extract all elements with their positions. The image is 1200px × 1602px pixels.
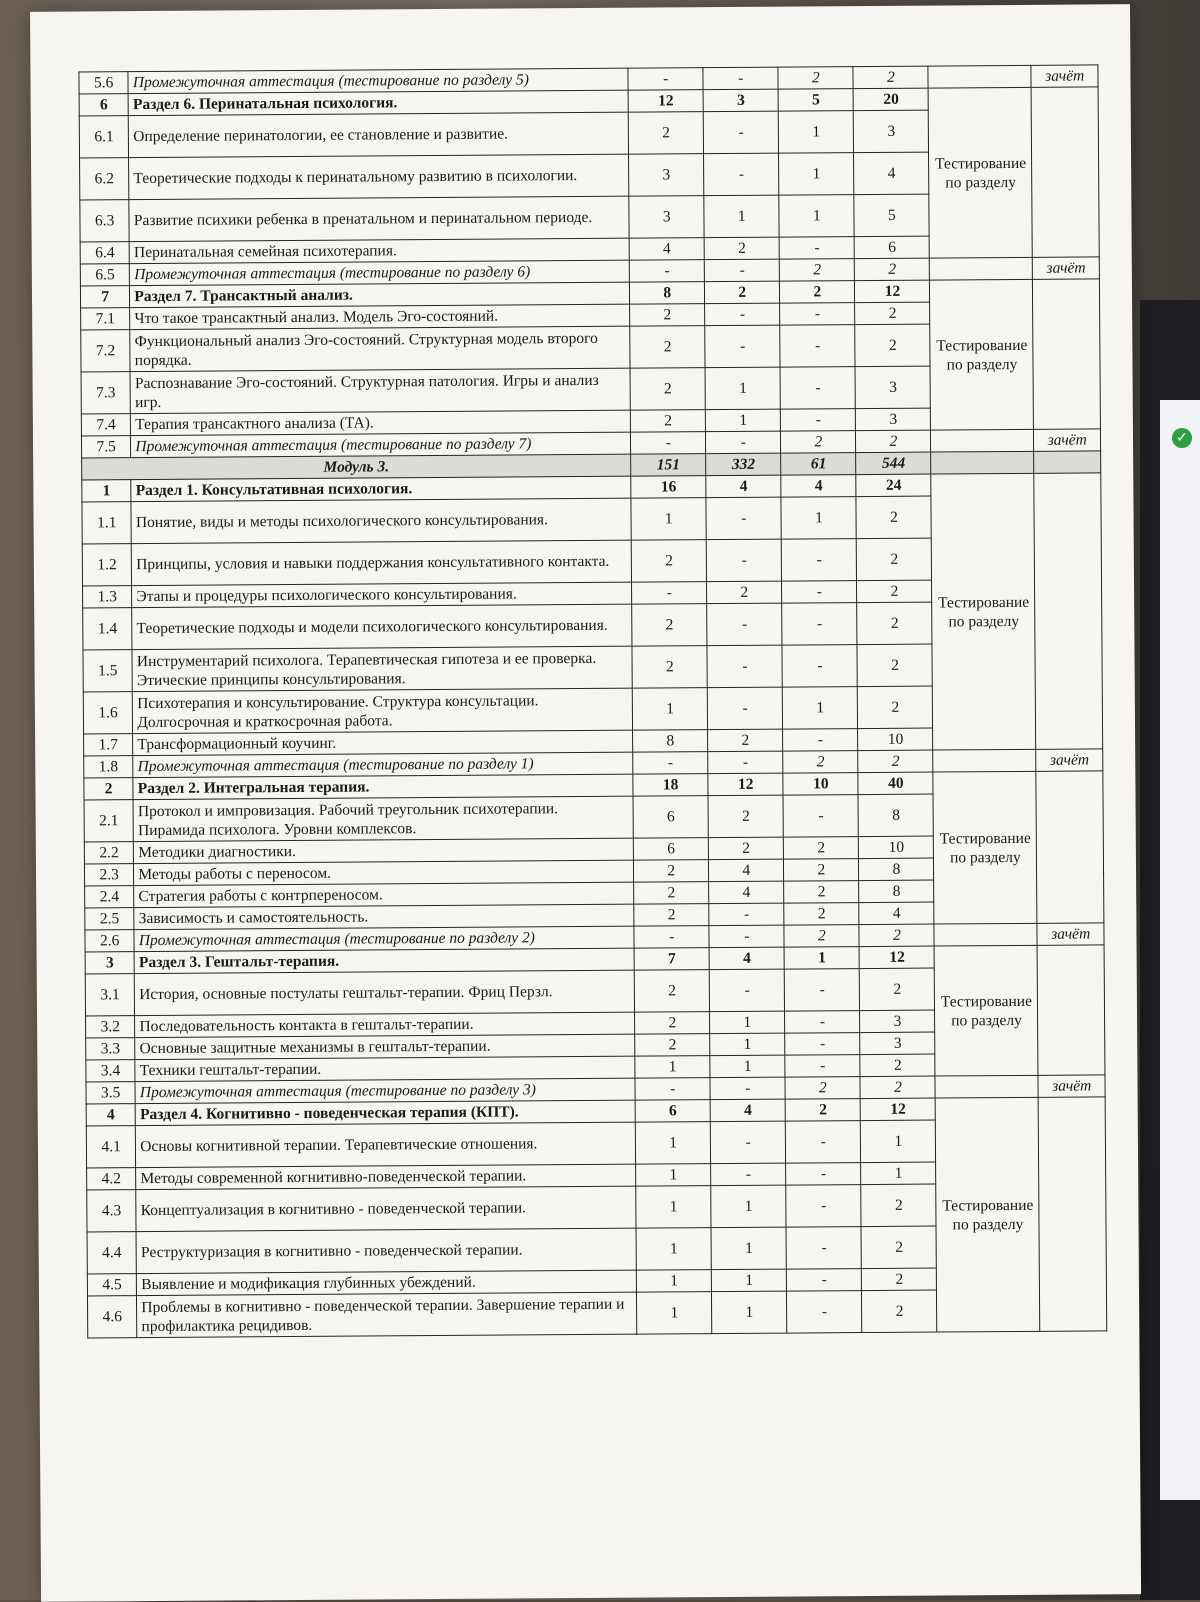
- row-title: Этапы и процедуры психологического консультирования.: [132, 582, 632, 607]
- hours-cell: 2: [784, 903, 859, 926]
- hours-cell: -: [786, 1185, 861, 1228]
- row-number: 3.3: [86, 1038, 135, 1060]
- row-title: Раздел 4. Когнитивно - поведенческая терапия (КПТ).: [135, 1100, 635, 1125]
- hours-cell: 2: [780, 259, 855, 282]
- hours-cell: 1: [631, 498, 706, 541]
- hours-cell: 6: [635, 1100, 710, 1123]
- row-number: 4.1: [86, 1126, 136, 1168]
- table-body: [79, 65, 1107, 1338]
- row-number: 3.1: [85, 974, 135, 1016]
- row-title: Раздел 7. Трансактный анализ.: [130, 282, 630, 307]
- credit-mark: зачёт: [1031, 65, 1098, 87]
- row-number: 1.4: [83, 608, 133, 650]
- hours-cell: -: [706, 539, 781, 582]
- hours-cell: 4: [709, 881, 784, 904]
- hours-cell: 18: [633, 774, 708, 797]
- hours-cell: 2: [634, 860, 709, 883]
- credit-empty: [1038, 945, 1105, 1075]
- monitor-screen: [1160, 400, 1200, 1500]
- hours-cell: 2: [630, 304, 705, 327]
- hours-cell: 12: [861, 1098, 936, 1121]
- hours-cell: 2: [628, 112, 703, 155]
- hours-cell: 1: [779, 195, 854, 238]
- hours-cell: -: [780, 367, 855, 410]
- control-empty: [935, 1075, 1038, 1098]
- hours-cell: 4: [709, 947, 784, 970]
- row-title: Основы когнитивной терапии. Терапевтические отношения.: [136, 1122, 636, 1167]
- row-number: 2.1: [84, 800, 134, 842]
- row-number: 2.5: [85, 908, 134, 930]
- row-number: 3: [85, 952, 134, 974]
- row-number: 4.5: [87, 1274, 136, 1296]
- hours-cell: 2: [785, 1099, 860, 1122]
- hours-cell: 2: [634, 882, 709, 905]
- credit-mark: зачёт: [1036, 749, 1103, 771]
- hours-cell: 2: [860, 1076, 935, 1099]
- hours-cell: 2: [780, 281, 855, 304]
- row-number: 1.3: [83, 586, 132, 608]
- row-title: Раздел 1. Консультативная психология.: [131, 476, 631, 501]
- row-title: Проблемы в когнитивно - поведенческой терапии. Завершение терапии и профилактика рецидивов.: [137, 1292, 637, 1337]
- control-empty: [933, 749, 1036, 772]
- hours-cell: 3: [860, 1010, 935, 1033]
- hours-cell: 2: [705, 281, 780, 304]
- hours-cell: 2: [784, 859, 859, 882]
- hours-cell: -: [711, 1121, 786, 1164]
- row-number: 4.6: [87, 1296, 137, 1338]
- hours-cell: 8: [859, 858, 934, 881]
- control-empty: [931, 429, 1034, 452]
- row-title: Раздел 6. Перинатальная психология.: [128, 90, 628, 115]
- hours-cell: -: [704, 153, 779, 196]
- row-title: Определение перинатологии, ее становление и развитие.: [129, 112, 629, 157]
- credit-empty: [1034, 451, 1101, 473]
- hours-cell: 1: [636, 1186, 711, 1229]
- hours-cell: -: [631, 432, 706, 455]
- hours-cell: 1: [636, 1270, 711, 1293]
- hours-cell: 2: [857, 538, 932, 581]
- hours-cell: 1: [779, 153, 854, 196]
- hours-cell: -: [706, 431, 781, 454]
- credit-empty: [1039, 1097, 1107, 1331]
- hours-cell: 3: [703, 89, 778, 112]
- row-number: 1.8: [84, 756, 133, 778]
- row-number: 6.4: [80, 242, 129, 264]
- hours-cell: -: [782, 645, 857, 688]
- hours-cell: 1: [711, 1185, 786, 1228]
- hours-cell: 1: [710, 1011, 785, 1034]
- hours-cell: 332: [706, 453, 781, 476]
- hours-cell: 1: [784, 947, 859, 970]
- hours-cell: -: [711, 1163, 786, 1186]
- row-number: 7.4: [81, 414, 130, 436]
- hours-cell: -: [785, 1011, 860, 1034]
- hours-cell: 2: [778, 67, 853, 90]
- hours-cell: 8: [858, 794, 933, 837]
- row-title: Последовательность контакта в гештальт-терапии.: [135, 1012, 635, 1037]
- hours-cell: -: [781, 409, 856, 432]
- hours-cell: 2: [632, 604, 707, 647]
- row-title: Методы современной когнитивно-поведенческой терапии.: [136, 1164, 636, 1189]
- hours-cell: 2: [861, 1184, 936, 1227]
- hours-cell: -: [709, 925, 784, 948]
- hours-cell: 1: [861, 1162, 936, 1185]
- row-title: Что такое трансактный анализ. Модель Эго-состояний.: [130, 304, 630, 329]
- hours-cell: 3: [629, 196, 704, 239]
- row-title: Основные защитные механизмы в гештальт-терапии.: [135, 1034, 635, 1059]
- control-form: Тестирование по разделу: [936, 1097, 1041, 1332]
- credit-mark: зачёт: [1038, 1075, 1105, 1097]
- hours-cell: 2: [785, 1077, 860, 1100]
- hours-cell: 2: [635, 1012, 710, 1035]
- hours-cell: 7: [634, 948, 709, 971]
- hours-cell: -: [705, 325, 780, 368]
- row-number: 3.5: [86, 1082, 135, 1104]
- row-title: Промежуточная аттестация (тестирование по разделу 7): [131, 432, 631, 457]
- hours-cell: -: [632, 582, 707, 605]
- row-title: Теоретические подходы и модели психологического консультирования.: [132, 604, 632, 649]
- hours-cell: 2: [630, 326, 705, 369]
- hours-cell: 2: [857, 580, 932, 603]
- hours-cell: 2: [784, 925, 859, 948]
- row-title: Промежуточная аттестация (тестирование по разделу 3): [135, 1078, 635, 1103]
- row-title: Промежуточная аттестация (тестирование по разделу 5): [128, 68, 628, 93]
- hours-cell: 1: [712, 1291, 787, 1334]
- hours-cell: 2: [634, 970, 709, 1013]
- hours-cell: 12: [628, 90, 703, 113]
- hours-cell: 2: [859, 924, 934, 947]
- row-title: Выявление и модификация глубинных убеждений.: [137, 1270, 637, 1295]
- row-number: 7.3: [81, 372, 131, 414]
- row-title: Промежуточная аттестация (тестирование по разделу 6): [130, 260, 630, 285]
- hours-cell: 2: [635, 1034, 710, 1057]
- row-title: Психотерапия и консультирование. Структура консультации. Долгосрочная и краткосрочная работа.: [133, 688, 633, 733]
- hours-cell: 12: [859, 946, 934, 969]
- hours-cell: 1: [861, 1120, 936, 1163]
- row-number: 7.2: [81, 330, 131, 372]
- control-form: Тестирование по разделу: [933, 771, 1037, 924]
- hours-cell: 24: [856, 474, 931, 497]
- hours-cell: -: [703, 111, 778, 154]
- row-number: 1.1: [82, 502, 132, 544]
- hours-cell: 1: [779, 111, 854, 154]
- hours-cell: 151: [631, 454, 706, 477]
- hours-cell: 2: [861, 1226, 936, 1269]
- hours-cell: -: [782, 603, 857, 646]
- hours-cell: 10: [783, 773, 858, 796]
- hours-cell: -: [703, 67, 778, 90]
- hours-cell: -: [782, 581, 857, 604]
- hours-cell: 3: [856, 408, 931, 431]
- credit-mark: зачёт: [1033, 257, 1100, 279]
- hours-cell: -: [707, 645, 782, 688]
- hours-cell: 2: [709, 837, 784, 860]
- control-form: Тестирование по разделу: [935, 945, 1039, 1076]
- row-number: 3.2: [86, 1016, 135, 1038]
- row-number: 2.4: [85, 886, 134, 908]
- row-number: 6.1: [79, 116, 129, 158]
- row-number: 1.6: [83, 692, 133, 734]
- row-number: 2.2: [84, 842, 133, 864]
- hours-cell: 4: [629, 238, 704, 261]
- hours-cell: -: [780, 303, 855, 326]
- row-title: Перинатальная семейная психотерапия.: [129, 238, 629, 263]
- row-title: Промежуточная аттестация (тестирование по разделу 2): [134, 926, 634, 951]
- hours-cell: -: [708, 751, 783, 774]
- hours-cell: 1: [632, 688, 707, 731]
- hours-cell: 1: [781, 497, 856, 540]
- hours-cell: 40: [858, 772, 933, 795]
- hours-cell: 1: [636, 1228, 711, 1271]
- row-title: Промежуточная аттестация (тестирование по разделу 1): [133, 752, 633, 777]
- hours-cell: -: [629, 260, 704, 283]
- hours-cell: 10: [858, 728, 933, 751]
- row-title: Методы работы с переносом.: [134, 860, 634, 885]
- hours-cell: 2: [858, 750, 933, 773]
- row-title: Концептуализация в когнитивно - поведенческой терапии.: [136, 1186, 636, 1231]
- hours-cell: 2: [862, 1290, 937, 1333]
- credit-empty: [1032, 87, 1100, 257]
- row-title: Стратегия работы с контрпереносом.: [134, 882, 634, 907]
- row-title: Развитие психики ребенка в пренатальном и перинатальном периоде.: [129, 196, 629, 241]
- row-title: Теоретические подходы к перинатальному развитию в психологии.: [129, 154, 629, 199]
- row-number: 5.6: [79, 72, 128, 94]
- hours-cell: 1: [706, 409, 781, 432]
- hours-cell: -: [786, 1227, 861, 1270]
- row-title: Методики диагностики.: [134, 838, 634, 863]
- hours-cell: 4: [781, 475, 856, 498]
- hours-cell: 1: [704, 195, 779, 238]
- hours-cell: -: [785, 1033, 860, 1056]
- hours-cell: 2: [783, 751, 858, 774]
- row-title: Реструктуризация в когнитивно - поведенческой терапии.: [136, 1228, 636, 1273]
- row-number: 1.7: [84, 734, 133, 756]
- hours-cell: 2: [855, 324, 930, 367]
- hours-cell: -: [705, 303, 780, 326]
- row-title: Понятие, виды и методы психологического консультирования.: [131, 498, 631, 543]
- credit-empty: [1033, 279, 1101, 429]
- credit-empty: [1034, 473, 1102, 749]
- row-number: 4: [86, 1104, 135, 1126]
- hours-cell: -: [782, 539, 857, 582]
- hours-cell: 20: [853, 88, 928, 111]
- hours-cell: 3: [629, 154, 704, 197]
- hours-cell: 3: [855, 366, 930, 409]
- hours-cell: 2: [708, 729, 783, 752]
- hours-cell: -: [786, 1163, 861, 1186]
- hours-cell: 2: [632, 646, 707, 689]
- hours-cell: 3: [854, 110, 929, 153]
- hours-cell: -: [635, 1078, 710, 1101]
- hours-cell: 1: [635, 1056, 710, 1079]
- hours-cell: 4: [854, 152, 929, 195]
- row-title: История, основные постулаты гештальт-терапии. Фриц Перзл.: [135, 970, 635, 1015]
- control-form: Тестирование по разделу: [929, 87, 1033, 258]
- hours-cell: 4: [859, 902, 934, 925]
- hours-cell: 1: [705, 367, 780, 410]
- hours-cell: 6: [633, 796, 708, 839]
- row-number: 3.4: [86, 1060, 135, 1082]
- hours-cell: 5: [778, 89, 853, 112]
- row-title: Принципы, условия и навыки поддержания консультативного контакта.: [132, 540, 632, 585]
- hours-cell: 2: [858, 686, 933, 729]
- hours-cell: 4: [710, 1099, 785, 1122]
- hours-cell: 1: [637, 1292, 712, 1335]
- hours-cell: 1: [783, 687, 858, 730]
- hours-cell: -: [628, 68, 703, 91]
- hours-cell: -: [710, 1077, 785, 1100]
- hours-cell: -: [707, 603, 782, 646]
- hours-cell: 4: [709, 859, 784, 882]
- hours-cell: -: [785, 969, 860, 1012]
- hours-cell: 12: [708, 773, 783, 796]
- credit-mark: зачёт: [1034, 429, 1101, 451]
- hours-cell: 2: [862, 1268, 937, 1291]
- hours-cell: 8: [630, 282, 705, 305]
- hours-cell: -: [783, 795, 858, 838]
- hours-cell: 3: [860, 1032, 935, 1055]
- hours-cell: 2: [631, 540, 706, 583]
- row-number: 2.6: [85, 930, 134, 952]
- hours-cell: -: [787, 1291, 862, 1334]
- hours-cell: 2: [855, 258, 930, 281]
- hours-cell: 2: [856, 496, 931, 539]
- hours-cell: 2: [634, 904, 709, 927]
- row-number: 1.5: [83, 650, 133, 692]
- hours-cell: -: [783, 729, 858, 752]
- row-number: 2: [84, 778, 133, 800]
- hours-cell: 4: [706, 475, 781, 498]
- credit-mark: зачёт: [1037, 923, 1104, 945]
- module-title: Модуль 3.: [82, 454, 631, 480]
- hours-cell: -: [786, 1121, 861, 1164]
- hours-cell: 61: [781, 453, 856, 476]
- row-number: 2.3: [84, 864, 133, 886]
- row-title: Зависимость и самостоятельность.: [134, 904, 634, 929]
- hours-cell: -: [785, 1055, 860, 1078]
- hours-cell: 2: [707, 581, 782, 604]
- hours-cell: -: [634, 926, 709, 949]
- hours-cell: 2: [853, 66, 928, 89]
- hours-cell: 5: [854, 194, 929, 237]
- control-empty: [928, 65, 1031, 88]
- hours-cell: 8: [859, 880, 934, 903]
- control-empty: [931, 451, 1034, 474]
- row-number: 7.5: [81, 436, 130, 458]
- hours-cell: 2: [856, 430, 931, 453]
- hours-cell: 544: [856, 452, 931, 475]
- row-number: 1: [82, 480, 131, 502]
- row-title: Трансформационный коучинг.: [133, 730, 633, 755]
- hours-cell: 1: [712, 1269, 787, 1292]
- check-icon: ✓: [1172, 428, 1192, 448]
- hours-cell: 2: [857, 602, 932, 645]
- row-number: 6.3: [80, 200, 130, 242]
- hours-cell: 2: [857, 644, 932, 687]
- row-title: Распознавание Эго-состояний. Структурная патология. Игры и анализ игр.: [130, 368, 630, 413]
- row-number: 6.2: [80, 158, 130, 200]
- row-title: Инструментарий психолога. Терапевтическая гипотеза и ее проверка. Этические принципы консультирования.: [132, 646, 632, 691]
- hours-cell: 1: [710, 1033, 785, 1056]
- row-number: 1.2: [82, 544, 132, 586]
- hours-cell: -: [633, 752, 708, 775]
- hours-cell: 1: [711, 1227, 786, 1270]
- control-form: Тестирование по разделу: [931, 473, 1036, 750]
- row-title: Терапия трансактного анализа (ТА).: [131, 410, 631, 435]
- hours-cell: -: [780, 325, 855, 368]
- hours-cell: 8: [633, 730, 708, 753]
- control-empty: [930, 257, 1033, 280]
- hours-cell: 6: [855, 236, 930, 259]
- row-number: 4.4: [87, 1232, 137, 1274]
- hours-cell: 2: [704, 237, 779, 260]
- hours-cell: 2: [630, 368, 705, 411]
- row-number: 7.1: [81, 308, 130, 330]
- row-title: Техники гештальт-терапии.: [135, 1056, 635, 1081]
- row-number: 4.2: [87, 1168, 136, 1190]
- row-number: 7: [80, 286, 129, 308]
- hours-cell: 1: [710, 1055, 785, 1078]
- hours-cell: 2: [855, 302, 930, 325]
- hours-cell: 1: [636, 1164, 711, 1187]
- hours-cell: 2: [781, 431, 856, 454]
- row-title: Функциональный анализ Эго-состояний. Структурная модель второго порядка.: [130, 326, 630, 371]
- credit-empty: [1036, 771, 1104, 923]
- hours-cell: -: [779, 237, 854, 260]
- hours-cell: -: [706, 497, 781, 540]
- hours-cell: -: [705, 259, 780, 282]
- hours-cell: 2: [784, 837, 859, 860]
- hours-cell: -: [709, 903, 784, 926]
- row-title: Раздел 3. Гештальт-терапия.: [134, 948, 634, 973]
- hours-cell: 2: [860, 1054, 935, 1077]
- row-title: Протокол и импровизация. Рабочий треугольник психотерапии. Пирамида психолога. Уровни комплексов.: [133, 796, 633, 841]
- hours-cell: 2: [784, 881, 859, 904]
- row-number: 4.3: [87, 1190, 137, 1232]
- hours-cell: -: [787, 1269, 862, 1292]
- hours-cell: 2: [630, 410, 705, 433]
- hours-cell: 1: [635, 1122, 710, 1165]
- hours-cell: 2: [708, 795, 783, 838]
- curriculum-table: [78, 64, 1107, 1338]
- row-title: Раздел 2. Интегральная терапия.: [133, 774, 633, 799]
- row-number: 6: [79, 94, 128, 116]
- control-empty: [934, 923, 1037, 946]
- hours-cell: -: [709, 969, 784, 1012]
- document-page: [30, 4, 1141, 1602]
- hours-cell: -: [707, 687, 782, 730]
- hours-cell: 10: [859, 836, 934, 859]
- hours-cell: 12: [855, 280, 930, 303]
- hours-cell: 6: [633, 838, 708, 861]
- row-number: 6.5: [80, 264, 129, 286]
- control-form: Тестирование по разделу: [930, 279, 1034, 430]
- hours-cell: 16: [631, 476, 706, 499]
- hours-cell: 2: [860, 968, 935, 1011]
